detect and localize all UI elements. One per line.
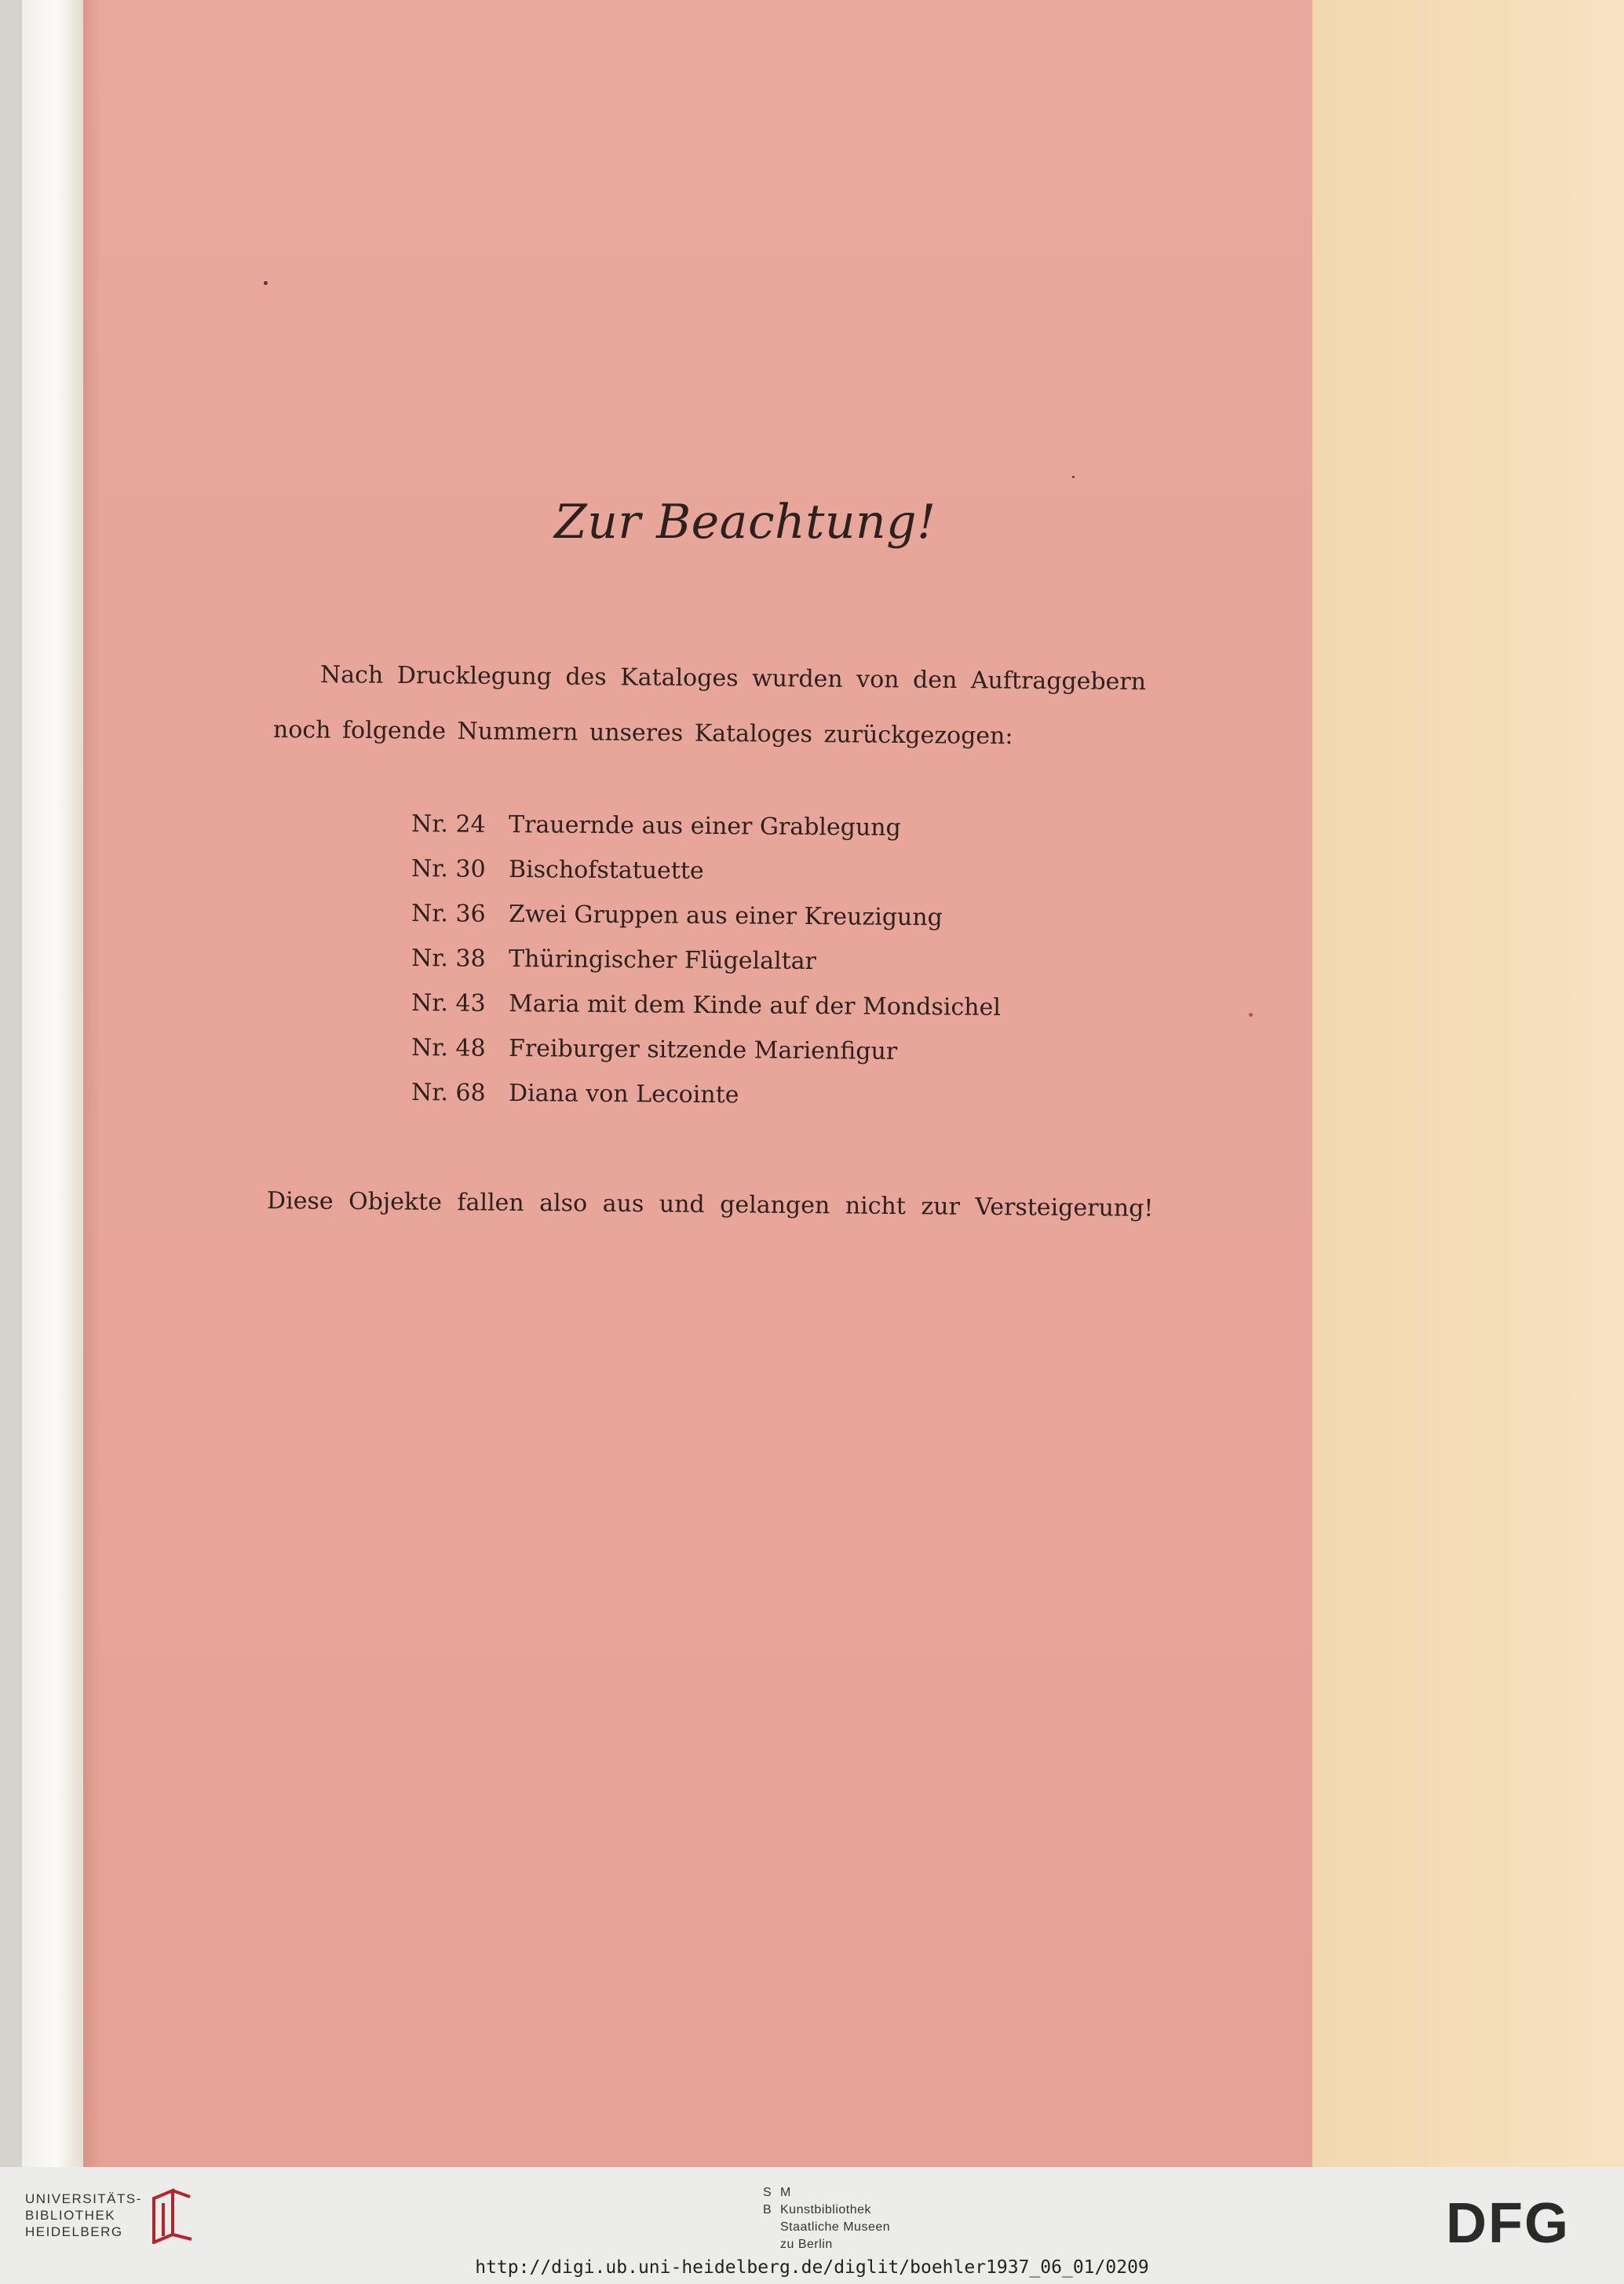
item-title: Maria mit dem Kinde auf der Mondsichel xyxy=(508,989,1002,1021)
list-item xyxy=(411,1079,1001,1128)
item-number: Nr. 30 xyxy=(411,855,486,883)
closing-sentence: Diese Objekte fallen also aus und gelangen nicht zur Versteigerung! xyxy=(266,1187,1154,1222)
white-margin-strip xyxy=(22,0,83,2167)
item-number: Nr. 36 xyxy=(411,900,486,928)
list-item xyxy=(411,1034,1001,1084)
scan-edge xyxy=(0,0,22,2167)
intro-line-1: Nach Drucklegung des Kataloges wurden von den Auftraggebern xyxy=(319,661,1147,696)
ub-heidelberg-mark-icon[interactable] xyxy=(146,2187,198,2244)
smb-text: zu Berlin xyxy=(780,2238,833,2251)
list-item xyxy=(411,855,1001,904)
withdrawn-items-list xyxy=(411,810,1001,1124)
item-title: Freiburger sitzende Marienfigur xyxy=(508,1034,898,1065)
cream-backing-paper xyxy=(1287,0,1624,2167)
smb-text: Staatliche Museen xyxy=(780,2220,891,2234)
viewer-footer xyxy=(0,2167,1624,2284)
paper-speck xyxy=(1249,1013,1253,1017)
smb-line xyxy=(763,2184,890,2202)
smb-letter: B xyxy=(763,2203,772,2216)
smb-text: M xyxy=(780,2186,791,2199)
smb-letter: S xyxy=(763,2186,772,2199)
smb-line xyxy=(763,2236,890,2253)
smb-kunstbibliothek-logo[interactable] xyxy=(763,2184,890,2253)
intro-line-2: noch folgende Nummern unseres Kataloges zurückgezogen: xyxy=(272,716,1013,751)
item-title: Bischofstatuette xyxy=(508,855,704,885)
item-number: Nr. 43 xyxy=(411,989,486,1018)
smb-text: Kunstbibliothek xyxy=(780,2203,872,2216)
item-number: Nr. 48 xyxy=(411,1034,486,1062)
item-number: Nr. 38 xyxy=(411,945,486,973)
item-number: Nr. 68 xyxy=(411,1079,486,1107)
item-title: Zwei Gruppen aus einer Kreuzigung xyxy=(508,900,943,932)
item-number: Nr. 24 xyxy=(411,810,486,839)
permalink-url[interactable]: http://digi.ub.uni-heidelberg.de/diglit/boehler1937_06_01/0209 xyxy=(475,2257,1149,2278)
notice-title: Zur Beachtung! xyxy=(554,495,936,550)
list-item xyxy=(411,989,1001,1039)
paper-speck xyxy=(1072,476,1075,478)
item-title: Diana von Lecointe xyxy=(508,1079,739,1109)
smb-line xyxy=(763,2219,890,2236)
ub-logo-line: BIBLIOTHEK xyxy=(25,2208,116,2223)
ub-heidelberg-logo-text[interactable] xyxy=(25,2191,142,2240)
ub-logo-line: UNIVERSITÄTS- xyxy=(25,2191,142,2206)
list-item xyxy=(411,900,1001,949)
item-title: Thüringischer Flügelaltar xyxy=(508,945,817,976)
list-item xyxy=(411,810,1001,860)
list-item xyxy=(411,945,1001,994)
dfg-logo[interactable]: DFG xyxy=(1446,2192,1570,2255)
paper-speck xyxy=(264,281,268,285)
smb-line xyxy=(763,2202,890,2219)
item-title: Trauernde aus einer Grablegung xyxy=(508,810,901,842)
ub-logo-line: HEIDELBERG xyxy=(25,2224,123,2239)
